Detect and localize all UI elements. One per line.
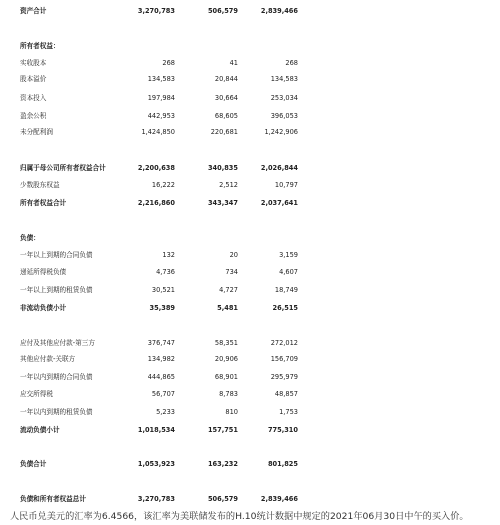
value-rmb-2020: 156,709 (270, 355, 298, 363)
row-label: 非流动负债小计 (20, 304, 67, 312)
row-label: 盈余公积 (20, 112, 47, 120)
row-label: 所有者权益： (20, 42, 60, 50)
row-label: 负债和所有者权益总计 (20, 495, 86, 503)
value-rmb-2020: 4,607 (279, 268, 298, 276)
row-label: 资产合计 (20, 7, 47, 15)
value-usd-2021: 20,844 (214, 75, 238, 83)
value-rmb-2020: 2,839,466 (260, 495, 298, 503)
value-rmb-2021: 1,053,923 (137, 460, 175, 468)
value-usd-2021: 220,681 (210, 128, 238, 136)
value-rmb-2020: 18,749 (274, 286, 298, 294)
value-usd-2021: 41 (229, 59, 238, 67)
value-rmb-2021: 3,270,783 (137, 7, 175, 15)
row-label: 实收股本 (20, 59, 47, 67)
value-rmb-2020: 2,026,844 (260, 164, 298, 172)
value-usd-2021: 20,906 (214, 355, 238, 363)
row-label: 应付及其他应付款-第三方 (20, 339, 95, 347)
value-usd-2021: 506,579 (207, 7, 238, 15)
value-rmb-2021: 376,747 (147, 339, 175, 347)
value-rmb-2021: 197,984 (147, 94, 175, 102)
row-label: 归属于母公司所有者权益合计 (20, 164, 106, 172)
value-rmb-2020: 268 (285, 59, 298, 67)
row-label: 递延所得税负债 (20, 268, 67, 276)
value-rmb-2020: 295,979 (270, 373, 298, 381)
value-rmb-2020: 134,583 (270, 75, 298, 83)
value-rmb-2021: 268 (162, 59, 175, 67)
row-label: 流动负债小计 (20, 426, 60, 434)
value-rmb-2021: 442,953 (147, 112, 175, 120)
value-rmb-2020: 48,857 (274, 390, 298, 398)
value-usd-2021: 8,783 (219, 390, 238, 398)
value-rmb-2020: 2,839,466 (260, 7, 298, 15)
row-label: 负债： (20, 234, 40, 242)
value-rmb-2021: 134,583 (147, 75, 175, 83)
value-usd-2021: 506,579 (207, 495, 238, 503)
row-label: 其他应付款-关联方 (20, 355, 76, 363)
value-rmb-2021: 1,018,534 (137, 426, 175, 434)
value-rmb-2021: 5,233 (156, 408, 175, 416)
value-usd-2021: 20 (229, 251, 238, 259)
value-usd-2021: 4,727 (219, 286, 238, 294)
row-label: 一年以上到期的合同负债 (20, 251, 93, 259)
value-usd-2021: 734 (225, 268, 238, 276)
value-rmb-2021: 56,707 (151, 390, 175, 398)
row-label: 资本投入 (20, 94, 47, 102)
value-usd-2021: 810 (225, 408, 238, 416)
value-rmb-2021: 444,865 (147, 373, 175, 381)
value-usd-2021: 68,901 (214, 373, 238, 381)
value-rmb-2020: 253,034 (270, 94, 298, 102)
value-rmb-2020: 1,242,906 (264, 128, 298, 136)
row-label: 负债合计 (20, 460, 47, 468)
value-rmb-2020: 3,159 (279, 251, 298, 259)
value-usd-2021: 58,351 (214, 339, 238, 347)
value-rmb-2020: 2,037,641 (260, 199, 298, 207)
value-rmb-2020: 801,825 (267, 460, 298, 468)
value-usd-2021: 340,835 (207, 164, 238, 172)
value-rmb-2021: 132 (162, 251, 175, 259)
value-usd-2021: 157,751 (207, 426, 238, 434)
row-label: 一年以内到期的合同负债 (20, 373, 93, 381)
value-rmb-2020: 396,053 (270, 112, 298, 120)
value-rmb-2021: 3,270,783 (137, 495, 175, 503)
value-rmb-2021: 30,521 (151, 286, 175, 294)
value-usd-2021: 30,664 (214, 94, 238, 102)
value-rmb-2020: 10,797 (274, 181, 298, 189)
value-rmb-2021: 1,424,850 (141, 128, 175, 136)
value-usd-2021: 2,512 (219, 181, 238, 189)
value-rmb-2020: 272,012 (270, 339, 298, 347)
value-usd-2021: 5,481 (217, 304, 238, 312)
value-usd-2021: 163,232 (207, 460, 238, 468)
value-rmb-2021: 2,216,860 (137, 199, 175, 207)
row-label: 一年以上到期的租赁负债 (20, 286, 93, 294)
row-label: 应交所得税 (20, 390, 53, 398)
row-label: 未分配利润 (20, 128, 53, 136)
value-rmb-2021: 134,982 (147, 355, 175, 363)
exchange-rate-footnote: 人民币兑美元的汇率为6.4566，该汇率为美联储发布的H.10统计数据中规定的2021年06月30日中午的买入价。 (10, 511, 469, 522)
value-rmb-2021: 16,222 (151, 181, 175, 189)
row-label: 股本溢价 (20, 75, 47, 83)
value-rmb-2020: 26,515 (272, 304, 298, 312)
value-rmb-2021: 2,200,638 (137, 164, 175, 172)
value-usd-2021: 343,347 (207, 199, 238, 207)
row-label: 所有者权益合计 (20, 199, 67, 207)
value-rmb-2021: 35,389 (149, 304, 175, 312)
value-usd-2021: 68,605 (214, 112, 238, 120)
row-label: 少数股东权益 (20, 181, 60, 189)
value-rmb-2020: 1,753 (279, 408, 298, 416)
value-rmb-2020: 775,310 (267, 426, 298, 434)
row-label: 一年以内到期的租赁负债 (20, 408, 93, 416)
value-rmb-2021: 4,736 (156, 268, 175, 276)
